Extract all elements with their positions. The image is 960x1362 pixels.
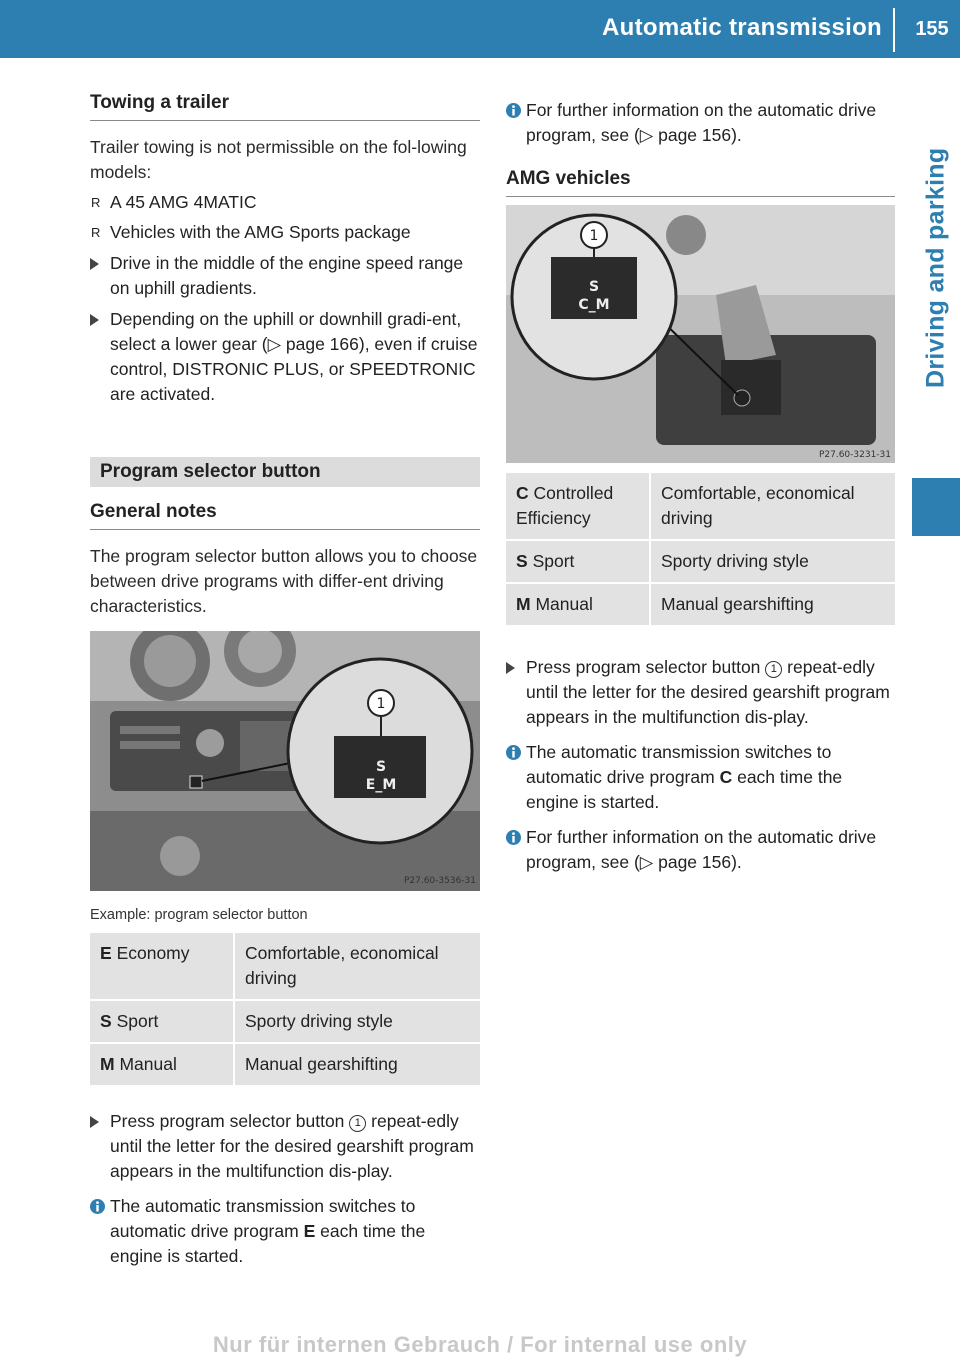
info-note: The automatic transmission switches to automatic drive program C each time the engine is started.	[506, 740, 895, 815]
page-number: 155	[915, 18, 949, 40]
header-divider	[893, 8, 895, 52]
image-caption: Example: program selector button	[90, 907, 308, 923]
svg-text:E_M: E_M	[365, 777, 397, 793]
arrow-icon	[506, 662, 515, 674]
arrow-icon	[90, 314, 99, 326]
info-icon	[506, 102, 521, 119]
list-item: R A 45 AMG 4MATIC	[91, 192, 257, 212]
program-table	[90, 933, 480, 1087]
instruction-step: Press program selector button 1 repeat-edly until the letter for the desired gearshift program appears in the multifunction dis-play.	[506, 655, 895, 730]
chapter-label: Driving and parking	[921, 147, 950, 389]
svg-text:P27.60-3536-31: P27.60-3536-31	[403, 876, 476, 886]
arrow-icon	[90, 258, 99, 270]
info-icon	[506, 744, 521, 761]
left-column	[90, 92, 480, 1269]
amg-program-table	[506, 473, 895, 627]
table-row: C Controlled Efficiency Comfortable, economical driving	[506, 473, 895, 540]
callout-1-icon: 1	[349, 1115, 366, 1132]
instruction-step: Depending on the uphill or downhill gradi-ent, select a lower gear (▷ page 166), even if cruise control, DISTRONIC PLUS, or SPEEDTRONIC are activated.	[90, 307, 480, 407]
section-title: Automatic transmission	[602, 14, 882, 41]
amg-heading: AMG vehicles	[506, 168, 895, 197]
svg-text:1: 1	[376, 696, 386, 712]
header-bar	[0, 0, 960, 58]
svg-text:P27.60-3231-31: P27.60-3231-31	[818, 450, 891, 460]
instruction-step: Press program selector button 1 repeat-edly until the letter for the desired gearshift program appears in the multifunction dis-play.	[90, 1109, 480, 1184]
list-item: R Vehicles with the AMG Sports package	[91, 222, 411, 242]
svg-text:C_M: C_M	[578, 297, 610, 313]
svg-text:S: S	[375, 759, 387, 775]
arrow-icon	[90, 1116, 99, 1128]
info-note: The automatic transmission switches to automatic drive program E each time the engine is started.	[90, 1194, 480, 1269]
table-row: M Manual Manual gearshifting	[90, 1043, 480, 1086]
table-row: S Sport Sporty driving style	[90, 1000, 480, 1043]
amg-selector-photo	[506, 205, 895, 463]
towing-intro: Trailer towing is not permissible on the fol-lowing models:	[90, 137, 467, 182]
table-row: S Sport Sporty driving style	[506, 540, 895, 583]
info-icon	[506, 829, 521, 846]
general-notes-text: The program selector button allows you to choose between drive programs with differ-ent driving characteristics.	[90, 546, 478, 616]
table-row: E Economy Comfortable, economical driving	[90, 933, 480, 1000]
info-icon	[90, 1198, 105, 1215]
right-column	[506, 92, 895, 875]
table-row: M Manual Manual gearshifting	[506, 583, 895, 626]
svg-text:S: S	[588, 279, 600, 295]
instruction-step: Drive in the middle of the engine speed range on uphill gradients.	[90, 251, 480, 301]
chapter-tab	[912, 478, 960, 536]
svg-text:1: 1	[589, 228, 599, 244]
callout-1-icon: 1	[765, 661, 782, 678]
general-notes-heading: General notes	[90, 501, 480, 530]
program-selector-band: Program selector button	[90, 457, 480, 487]
chapter-sidebar	[912, 58, 960, 478]
towing-heading: Towing a trailer	[90, 92, 480, 121]
info-note: For further information on the automatic drive program, see (▷ page 156).	[506, 825, 895, 875]
footer-watermark: Nur für internen Gebrauch / For internal use only	[212, 1332, 748, 1357]
info-note: For further information on the automatic drive program, see (▷ page 156).	[506, 98, 895, 148]
program-selector-photo	[90, 631, 480, 891]
